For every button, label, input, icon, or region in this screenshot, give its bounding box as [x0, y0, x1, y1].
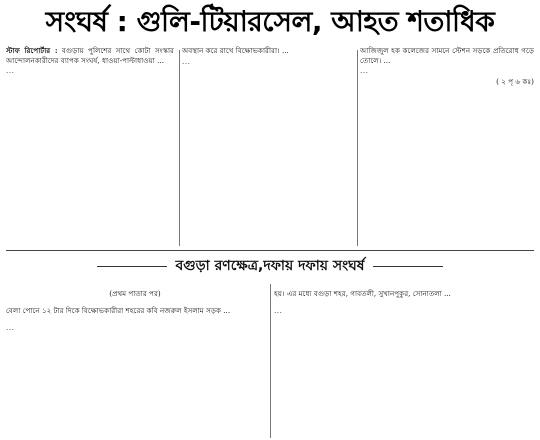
column-continuation: ... [6, 322, 15, 332]
column-lead: অবস্থান করে রাখে বিক্ষোভকারীরা। ... [182, 46, 289, 55]
sub-headline-wrap [0, 254, 540, 278]
column-lead: বেলা পোনে ১২ টার দিকে বিক্ষোভকারীরা শহরের কবি নজরুল ইসলাম সড়ক ... [6, 305, 231, 315]
top-article [6, 46, 534, 246]
byline: স্টাফ রিপোর্টার : [6, 46, 58, 55]
jump-reference: ( ২ পৃ ৬ কঃ) [496, 76, 534, 86]
column-continuation: ... [6, 66, 15, 76]
column-continuation: ... [274, 305, 283, 315]
bottom-column-2 [274, 282, 534, 440]
sub-headline: বগুড়া রণক্ষেত্র,দফায় দফায় সংঘর্ষ [175, 258, 365, 274]
column-continuation: ... [360, 66, 369, 76]
bottom-column-1 [6, 282, 264, 440]
section-divider [6, 250, 534, 251]
continued-from: (প্রথম পাতার পর) [109, 289, 161, 299]
top-column-2 [182, 46, 352, 246]
column-continuation: ... [182, 56, 191, 66]
column-lead: বগুড়ায় পুলিশের সাথে কোটা সংস্কার আন্দোলনকারীদের ব্যাপক সংঘর্ষ, ধাওয়া-পাল্টাধাওয়া ... [6, 46, 174, 65]
column-rule [357, 50, 358, 246]
headline-rule [97, 266, 167, 267]
column-lead: হয়। এর মধ্যে বগুড়া শহর, গাবতলী, সুখানপুকুর, সোনাতলা ... [274, 289, 451, 299]
headline-rule [373, 266, 443, 267]
column-rule [179, 50, 180, 246]
top-column-1 [6, 46, 174, 246]
column-lead: আজিজুল হক কলেজের সামনে স্টেশন সড়কে প্রতিরোধ গড়ে তোলে। ... [360, 46, 534, 65]
column-rule [270, 284, 271, 438]
top-column-3 [360, 46, 534, 246]
main-headline: সংঘর্ষ : গুলি-টিয়ারসেল, আহত শতাধিক [45, 5, 495, 38]
